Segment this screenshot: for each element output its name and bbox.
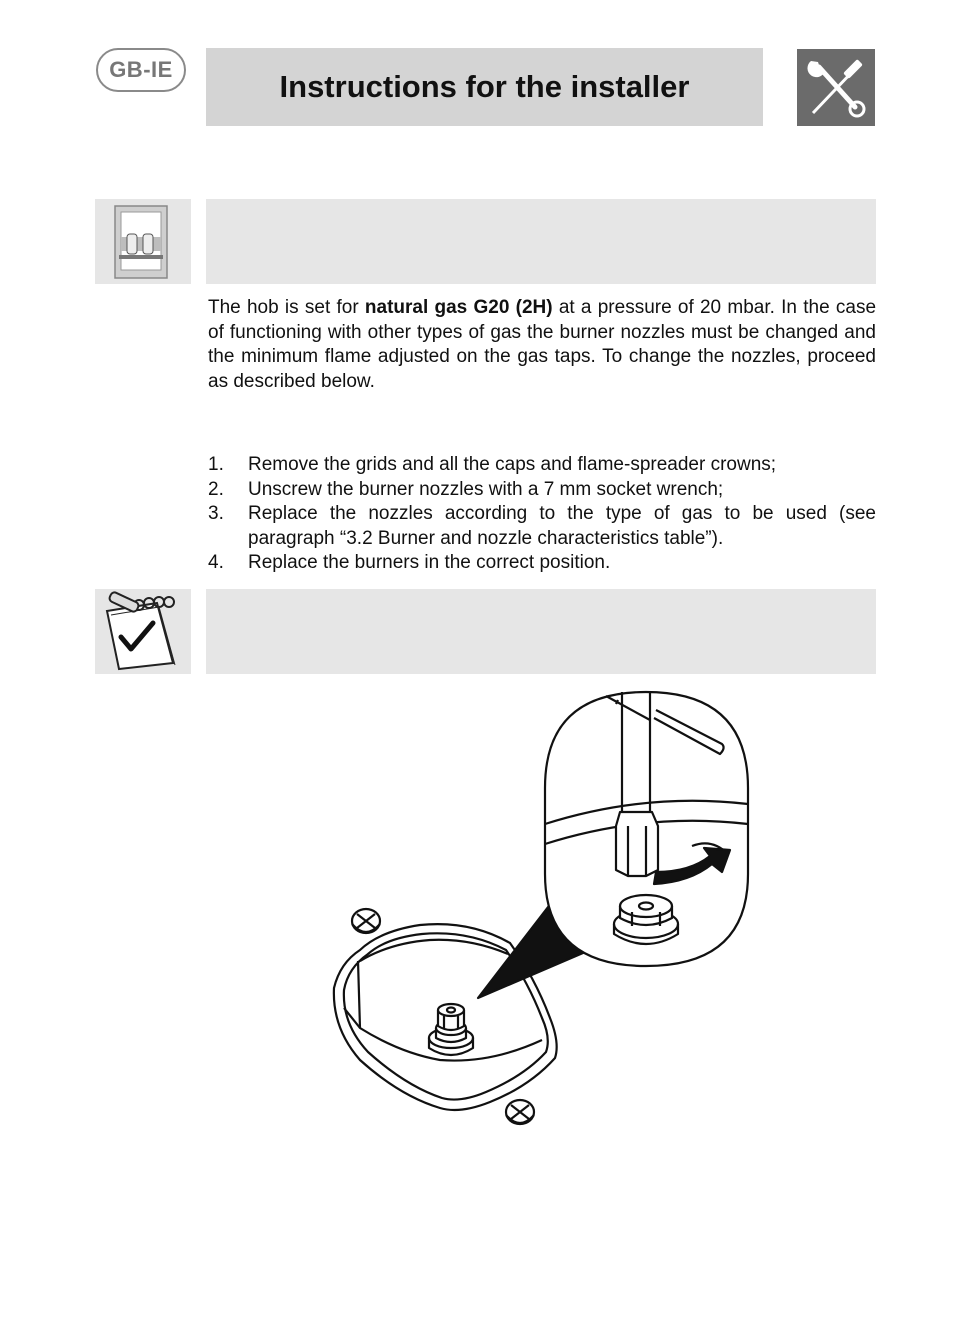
list-item: 3. Replace the nozzles according to the type of gas to be used (see paragraph “3.2 Burner and nozzle characteristics table”). bbox=[208, 503, 876, 549]
language-badge: GB-IE bbox=[96, 48, 186, 92]
notepad-check-icon bbox=[95, 589, 191, 674]
header-bar bbox=[206, 48, 763, 126]
list-item: 2. Unscrew the burner nozzles with a 7 mm socket wrench; bbox=[208, 478, 724, 500]
intro-paragraph: The hob is set for natural gas G20 (2H) at a pressure of 20 mbar. In the case of functioning with other types of gas the burner nozzles must be changed and the minimum flame adjusted on the gas taps. To change the nozzles, proceed as described below. bbox=[208, 297, 877, 392]
gas-type: natural gas G20 (2H) bbox=[364, 297, 553, 318]
list-item: 1. Remove the grids and all the caps and flame-spreader crowns; bbox=[208, 454, 777, 475]
note-heading-bar bbox=[206, 589, 876, 674]
steps-list bbox=[208, 453, 876, 576]
wrench-screwdriver-icon bbox=[797, 49, 875, 126]
nozzle-replacement-illustration bbox=[320, 688, 760, 1132]
section-heading-bar bbox=[206, 199, 876, 284]
screw-icon bbox=[506, 1100, 534, 1124]
list-item: 4. Replace the burners in the correct position. bbox=[208, 552, 611, 574]
page-title: Instructions for the installer bbox=[279, 69, 690, 104]
screw-icon bbox=[352, 909, 380, 933]
gas-tap-icon bbox=[95, 199, 191, 284]
